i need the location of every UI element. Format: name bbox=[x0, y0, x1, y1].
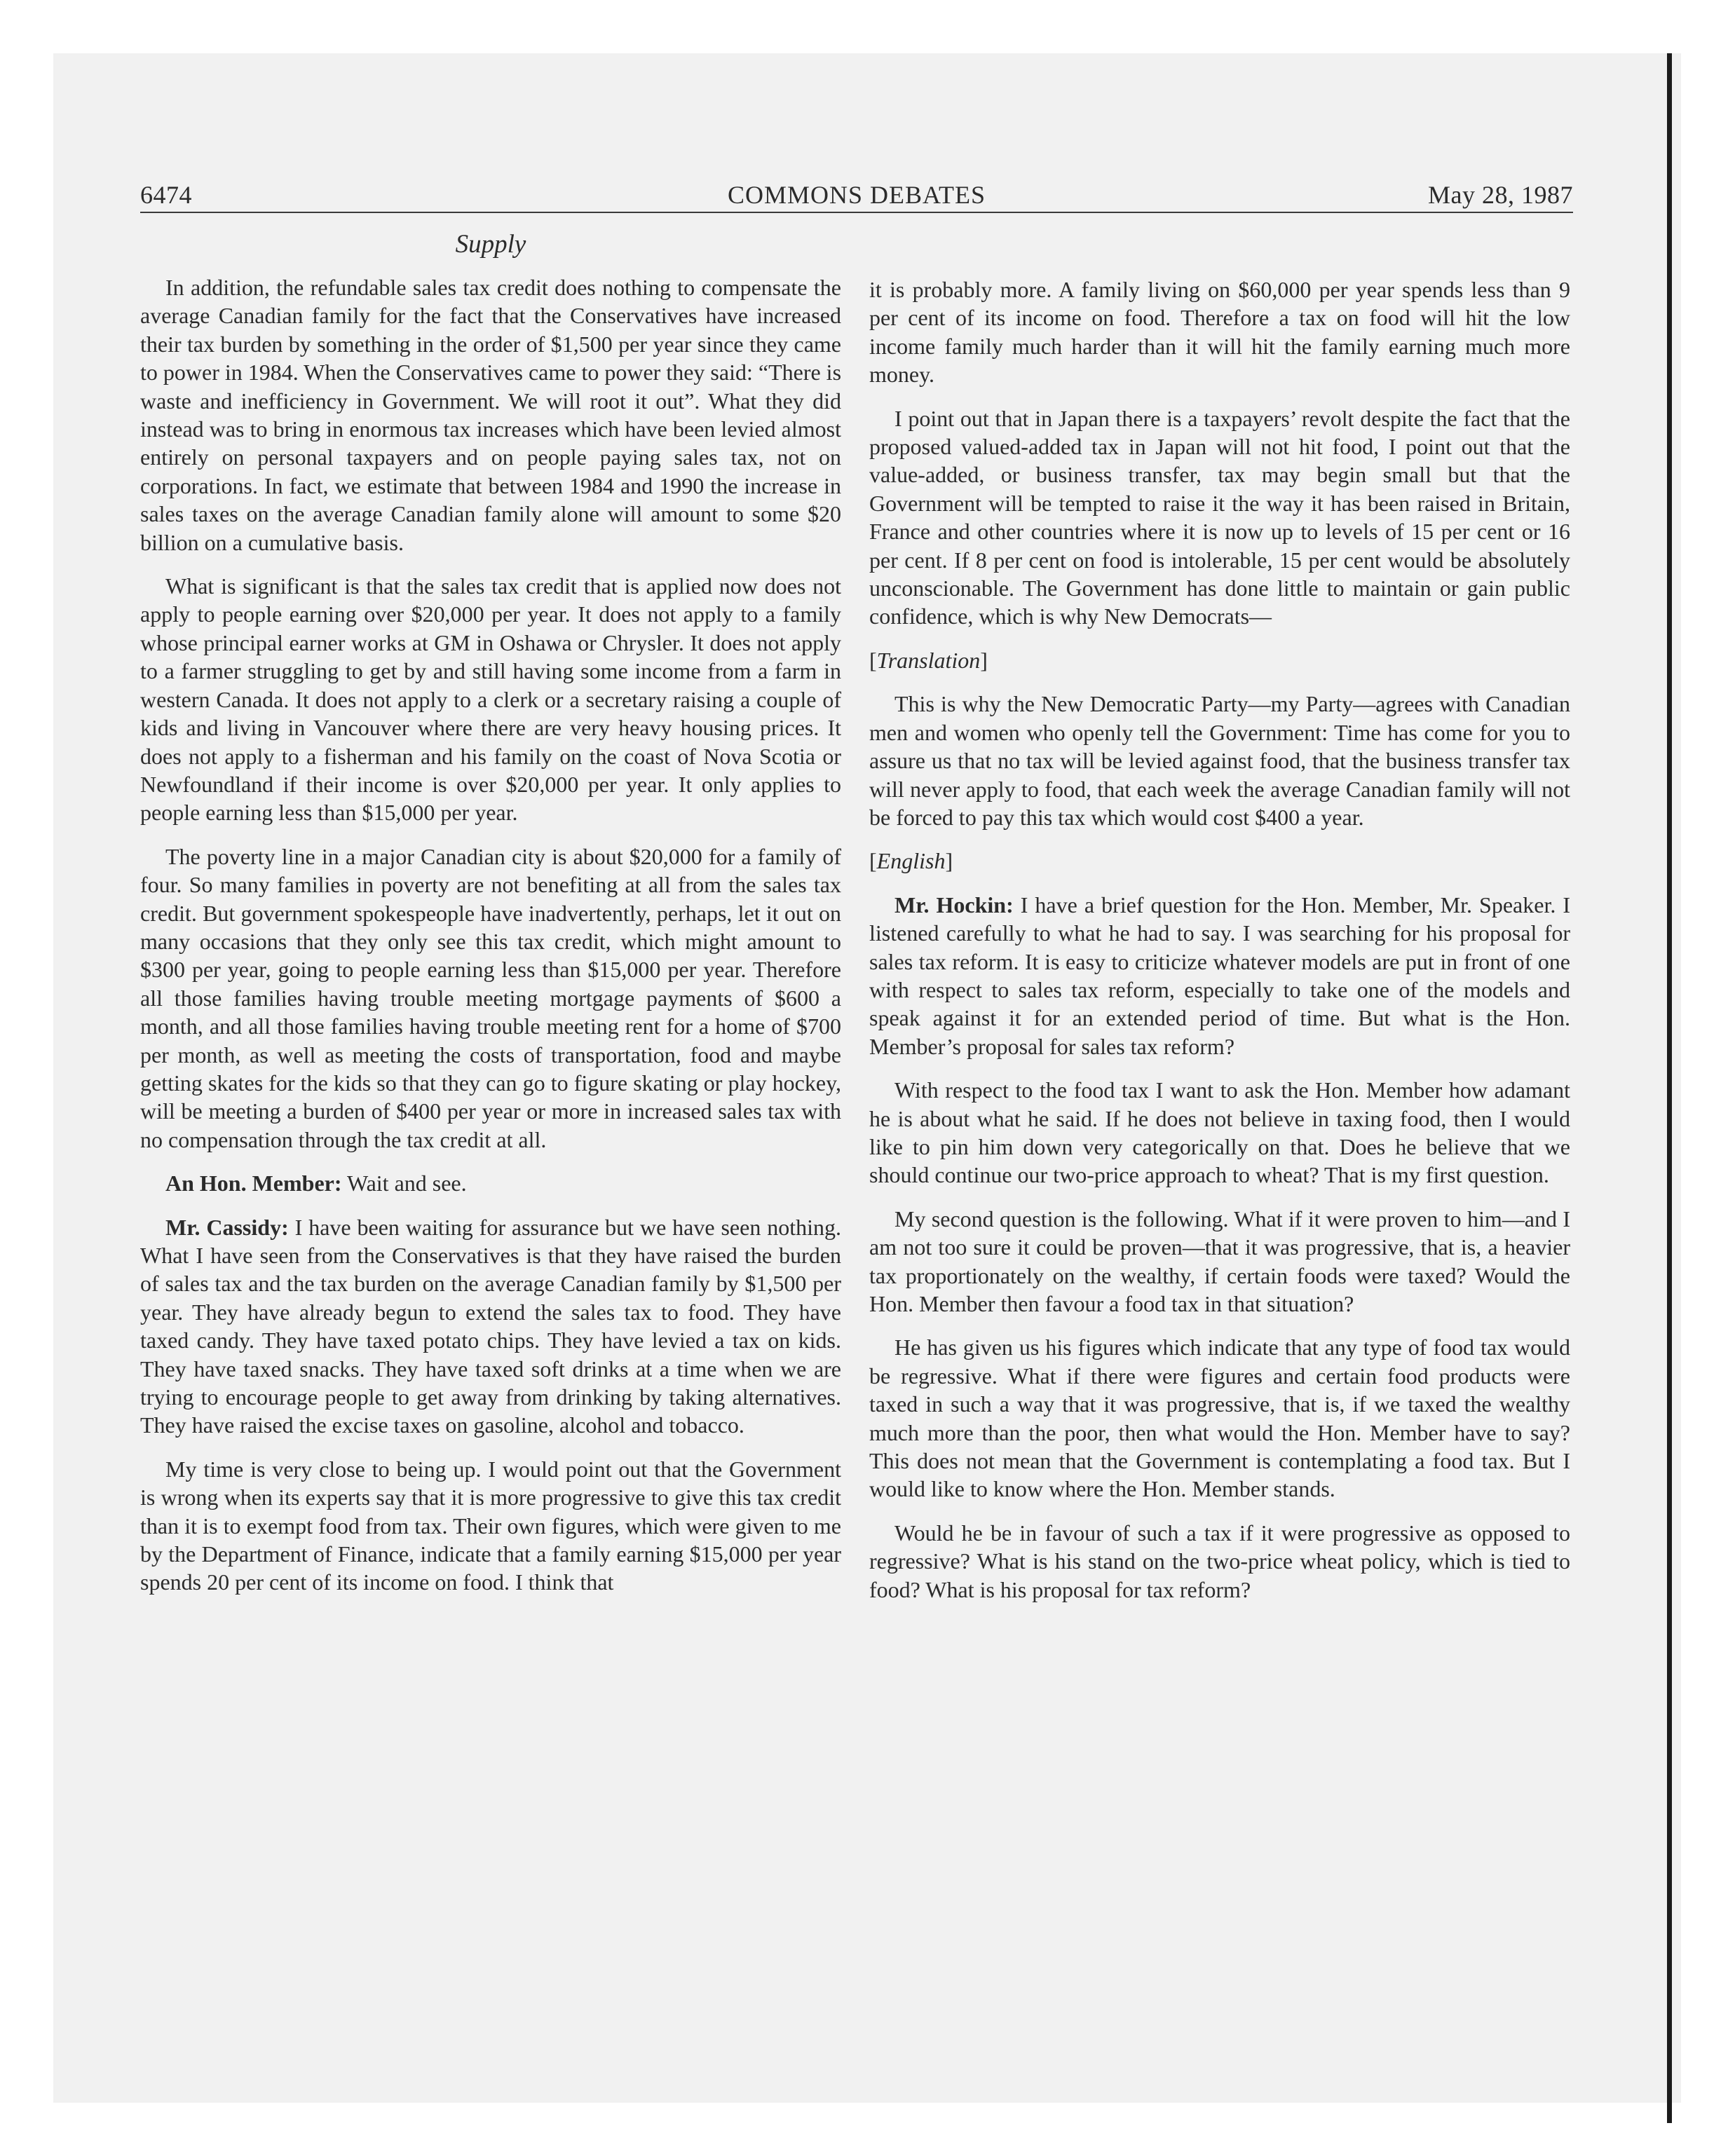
speech-text: I have a brief question for the Hon. Member, Mr. Speaker. I listened carefully to what he had to say. I was searching for his proposal for sales tax reform. It is easy to criticize whatever models are put in front of one with respect to sales tax reform, especially to take one of the models and speak against it for an extended period of time. But what is the Hon. Member’s proposal for sales tax reform? bbox=[869, 892, 1571, 1059]
paragraph: In addition, the refundable sales tax credit does nothing to compensate the average Canadian family for the fact that the Conservatives have increased their tax burden by something in the order of $1,500 per year since they came to power in 1984. When the Conservatives came to power they said: “There is waste and inefficiency in Government. We will root it out”. What they did instead was to bring in enormous tax increases which have been levied almost entirely on personal taxpayers and on people paying sales tax, not on corporations. In fact, we estimate that between 1984 and 1990 the increase in sales taxes on the average Canadian family alone will amount to some $20 billion on a cumulative basis. bbox=[140, 275, 842, 555]
paragraph: He has given us his figures which indicate that any type of food tax would be regressive. What if there were figures and certain food products were taxed in such a way that it was progressive, that is, if we taxed the wealthy much more than the poor, then what would the Hon. Member have to say? This does not mean that the Government is contemplating a food tax. But I would like to know where the Hon. Member stands. bbox=[869, 1335, 1570, 1502]
running-header bbox=[140, 178, 1573, 213]
paragraph: I point out that in Japan there is a taxpayers’ revolt despite the fact that the proposed valued-added tax in Japan will not hit food, I point out that the value-added, or business transfer, tax may begin small but that the Government will be tempted to raise it the way it has been raised in Britain, France and other countries where it is now up to levels of 15 per cent or 16 per cent. If 8 per cent on food is intolerable, 15 per cent would be absolutely unconscionable. The Government has done little to maintain or gain public confidence, which is why New Democrats— bbox=[869, 405, 1570, 629]
speech-text: I have been waiting for assurance but we have seen nothing. What I have seen from the Conservatives is that they have raised the burden of sales tax and the tax burden on the average Canadian family by $1,500 per year. They have already begun to extend the sales tax to food. They have taxed candy. They have taxed potato chips. They have levied a tax on kids. They have taxed snacks. They have taxed soft drinks at a time when we are trying to encourage people to get away from drinking by taking alternatives. They have raised the excise taxes on gasoline, alcohol and tobacco. bbox=[140, 1214, 842, 1438]
paragraph: it is probably more. A family living on $60,000 per year spends less than 9 per cent of its income on food. Therefore a tax on food will hit the low income family much harder than it will hit the family earning much more money. bbox=[869, 277, 1570, 388]
speaker-name: An Hon. Member: bbox=[165, 1171, 342, 1196]
speaker-name: Mr. Hockin: bbox=[894, 892, 1014, 917]
speech-paragraph bbox=[140, 1169, 841, 1197]
paragraph: This is why the New Democratic Party—my Party—agrees with Canadian men and women who openly tell the Government: Time has come for you to assure us that no tax will be levied against food, that the business transfer tax will never apply to food, that each week the average Canadian family will not be forced to pay this tax which would cost $400 a year. bbox=[869, 691, 1570, 830]
right-column bbox=[869, 275, 1570, 1619]
speech-text: Wait and see. bbox=[341, 1171, 467, 1196]
issue-date: May 28, 1987 bbox=[1428, 181, 1573, 209]
speech-paragraph bbox=[869, 891, 1570, 1060]
scan-edge-rule bbox=[1667, 53, 1672, 2123]
speech-paragraph bbox=[140, 1213, 841, 1440]
paragraph: The poverty line in a major Canadian city is about $20,000 for a family of four. So many families in poverty are not benefiting at all from the sales tax credit. But government spokespeople have inadvertently, perhaps, let it out on many occasions that they only see this tax credit, which might amount to $300 per year, going to people earning less than $15,000 per year. Therefore all those families having trouble meeting mortgage payments of $600 a month, and all those families having trouble meeting rent for a home of $700 per month, as well as meeting the costs of transportation, food and maybe getting skates for the kids so that they can go to figure skating or play hockey, will be meeting a burden of $400 per year or more in increased sales tax with no compensation through the tax credit at all. bbox=[140, 843, 841, 1152]
stage-direction-text: English bbox=[876, 848, 946, 874]
stage-direction: [English] bbox=[869, 848, 953, 874]
paragraph: My time is very close to being up. I would point out that the Government is wrong when its experts say that it is more progressive to give this tax credit than it is to exempt food from tax. Their own figures, which were given to me by the Department of Finance, indicate that a family earning $15,000 per year spends 20 per cent of its income on food. I think that bbox=[140, 1456, 841, 1595]
speaker-name: Mr. Cassidy: bbox=[165, 1214, 289, 1240]
paragraph: With respect to the food tax I want to ask the Hon. Member how adamant he is about what he said. If he does not believe in taxing food, then I would like to pin him down very categorically on that. Does he believe that we should continue our two-price approach to wheat? That is my first question. bbox=[869, 1077, 1570, 1188]
section-title: Supply bbox=[455, 230, 526, 259]
publication-title: COMMONS DEBATES bbox=[727, 181, 986, 209]
stage-direction-text: Translation bbox=[876, 647, 981, 673]
paragraph: What is significant is that the sales tax credit that is applied now does not apply to people earning over $20,000 per year. It does not apply to a family whose principal earner works at GM in Oshawa or Chrysler. It does not apply to a farmer struggling to get by and still having some income from a farm in western Canada. It does not apply to a clerk or a secretary raising a couple of kids and living in Vancouver where there are very heavy housing prices. It does not apply to a fisherman and his family on the coast of Nova Scotia or Newfoundland if their income is over $20,000 per year. It only applies to people earning less than $15,000 per year. bbox=[140, 573, 841, 826]
page-number: 6474 bbox=[140, 181, 192, 209]
stage-direction: [Translation] bbox=[869, 647, 988, 673]
paragraph: My second question is the following. What if it were proven to him—and I am not too sure it could be proven—that it was progressive, that is, a heavier tax proportionately on the wealthy, if certain foods were taxed? Would the Hon. Member then favour a food tax in that situation? bbox=[869, 1206, 1570, 1316]
paragraph: Would he be in favour of such a tax if it were progressive as opposed to regressive? What is his stand on the two-price wheat policy, which is tied to food? What is his proposal for tax reform? bbox=[869, 1520, 1570, 1602]
left-column bbox=[140, 273, 841, 1612]
